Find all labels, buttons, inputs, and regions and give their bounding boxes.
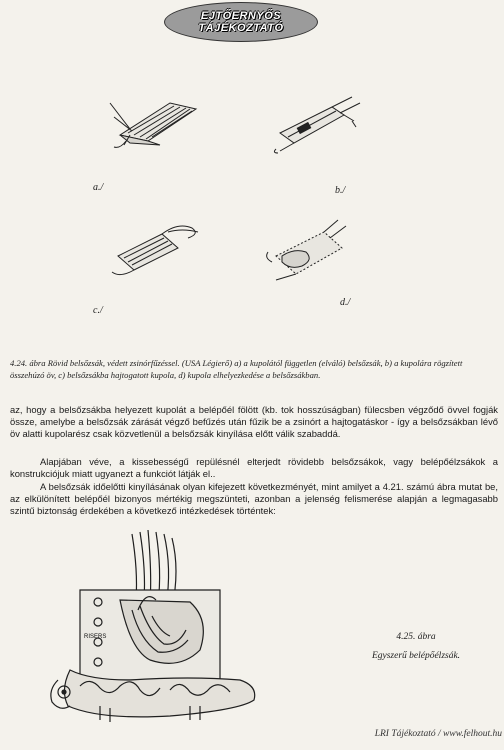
figure-424-caption: 4.24. ábra Rövid belsőzsák, védett zsinórfűzéssel. (USA Légierő) a) a kupolától független (elváló) belsőzsák, b) a kupolára rögzített összehúzó öv, c) belsőzsákba hajtogatott kupola, d) kupola elhelyezkedése a belsőzsákban. bbox=[10, 358, 463, 380]
paragraph-3: A belsőzsák időelőtti kinyílásának olyan kifejezett következményét, mint amilyet a 4.21. számú ábra mutat be, az elkülönített belépőél bizonyos mértékig megszünteti, azonban a jelenség felismerése alapján a legmagasabb szintű biztonság érdekében a következő intézkedések történtek: bbox=[10, 481, 498, 516]
figure-d-illustration bbox=[262, 218, 362, 282]
figure-425-illustration bbox=[40, 530, 260, 726]
risers-label: RISERS bbox=[84, 634, 107, 640]
figure-425-title: Egyszerű belépőélzsák. bbox=[371, 651, 461, 661]
figure-425-number: 4.25. ábra bbox=[396, 632, 436, 642]
figure-b-illustration bbox=[270, 95, 370, 155]
header-badge bbox=[164, 2, 318, 42]
paragraph-2: Alapjában véve, a kissebességű repülésnél elterjedt rövidebb belsőzsákok, vagy belépőélzsákok a konstrukciójuk miatt ugyanezt a funkciót látják el.. bbox=[10, 456, 498, 479]
figure-a-illustration bbox=[100, 95, 210, 155]
figure-a-label: a./ bbox=[93, 182, 104, 193]
figure-c-illustration bbox=[108, 222, 208, 282]
figure-b-label: b./ bbox=[335, 185, 346, 196]
header-line-2: TÁJÉKOZTATÓ bbox=[198, 22, 284, 34]
header-line-1: EJTŐERNYŐS bbox=[200, 10, 282, 22]
figure-c-label: c./ bbox=[93, 305, 103, 316]
paragraph-1: az, hogy a belsőzsákba helyezett kupolát a belépőél fölött (kb. tok hosszúságban) fülecsben végződő övvel fogják össze, amelybe a belsőzsák zárását végző befűzés után fűzik be a zsinórt a hajtogatáskor - így a belsőzsákban lévő öv alatti kupolarész csak közvetlenül a belsőzsák kinyílása előtt válik szabaddá. bbox=[10, 404, 498, 439]
footer-credit: LRI Tájékoztató / www.felhout.hu bbox=[374, 729, 502, 739]
figure-d-label: d./ bbox=[340, 297, 351, 308]
